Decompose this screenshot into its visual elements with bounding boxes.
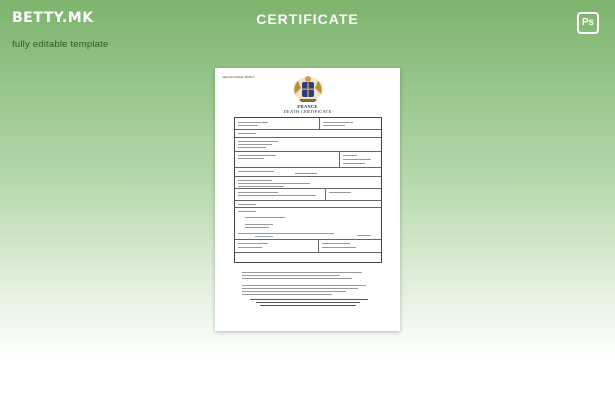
fine-print [245, 227, 269, 228]
fine-print [238, 141, 278, 142]
fine-print [238, 192, 278, 193]
fine-print [238, 155, 276, 156]
form-row-divider [235, 151, 381, 152]
brand-tagline: fully editable template [12, 39, 109, 50]
fine-print [323, 122, 353, 123]
certificate-document [215, 68, 400, 331]
fine-print [238, 147, 266, 148]
fine-print [322, 247, 356, 248]
fine-print [238, 171, 274, 172]
form-col-divider [318, 239, 319, 252]
country-name: FRANCE [297, 104, 318, 109]
fine-print [242, 285, 366, 286]
fine-print [238, 195, 316, 196]
form-col-divider [325, 188, 326, 200]
fine-print [295, 173, 317, 174]
form-row-divider [235, 252, 381, 253]
fine-print [238, 125, 258, 126]
fine-print [245, 224, 273, 225]
fine-print [242, 278, 352, 279]
form-col-divider [319, 118, 320, 129]
fine-print [238, 158, 264, 159]
fine-print [238, 247, 262, 248]
fine-print [238, 122, 268, 123]
fine-print [323, 125, 345, 126]
form-row-divider [235, 167, 381, 168]
fine-print [242, 275, 340, 276]
certificate-title: DEATH CERTIFICATE [283, 109, 332, 114]
fine-print [256, 302, 360, 303]
coat-of-arms-icon [291, 74, 325, 104]
fine-print [245, 217, 285, 218]
fine-print [238, 204, 256, 205]
fine-print [343, 163, 365, 164]
fine-print [255, 236, 273, 237]
fine-print [238, 144, 272, 145]
fine-print [242, 291, 346, 292]
form-col-divider [339, 151, 340, 167]
fine-print [238, 180, 272, 181]
fine-print [357, 235, 371, 236]
fine-print [329, 192, 351, 193]
form-row-divider [235, 188, 381, 189]
form-row-divider [235, 176, 381, 177]
certificate-form [234, 117, 382, 263]
fine-print [238, 233, 334, 234]
form-row-divider [235, 137, 381, 138]
photoshop-icon: Ps [577, 12, 599, 34]
fine-print [343, 159, 371, 160]
fine-print [242, 288, 358, 289]
fine-print [238, 183, 310, 184]
form-row-divider [235, 239, 381, 240]
fine-print [238, 211, 256, 212]
fine-print [250, 299, 368, 300]
page-title: CERTIFICATE [256, 11, 359, 27]
fine-print [322, 243, 350, 244]
fine-print [242, 272, 362, 273]
fine-print [238, 186, 284, 187]
fine-print [242, 294, 332, 295]
fine-print [238, 133, 256, 134]
application-number: Application Number: FD29573 [222, 76, 255, 79]
fine-print [260, 305, 356, 306]
form-row-divider [235, 207, 381, 208]
certificate-footer [242, 272, 374, 306]
form-row-divider [235, 129, 381, 130]
form-row-divider [235, 200, 381, 201]
fine-print [238, 243, 268, 244]
fine-print [343, 155, 357, 156]
brand-logo: BETTY.MK [12, 10, 94, 26]
